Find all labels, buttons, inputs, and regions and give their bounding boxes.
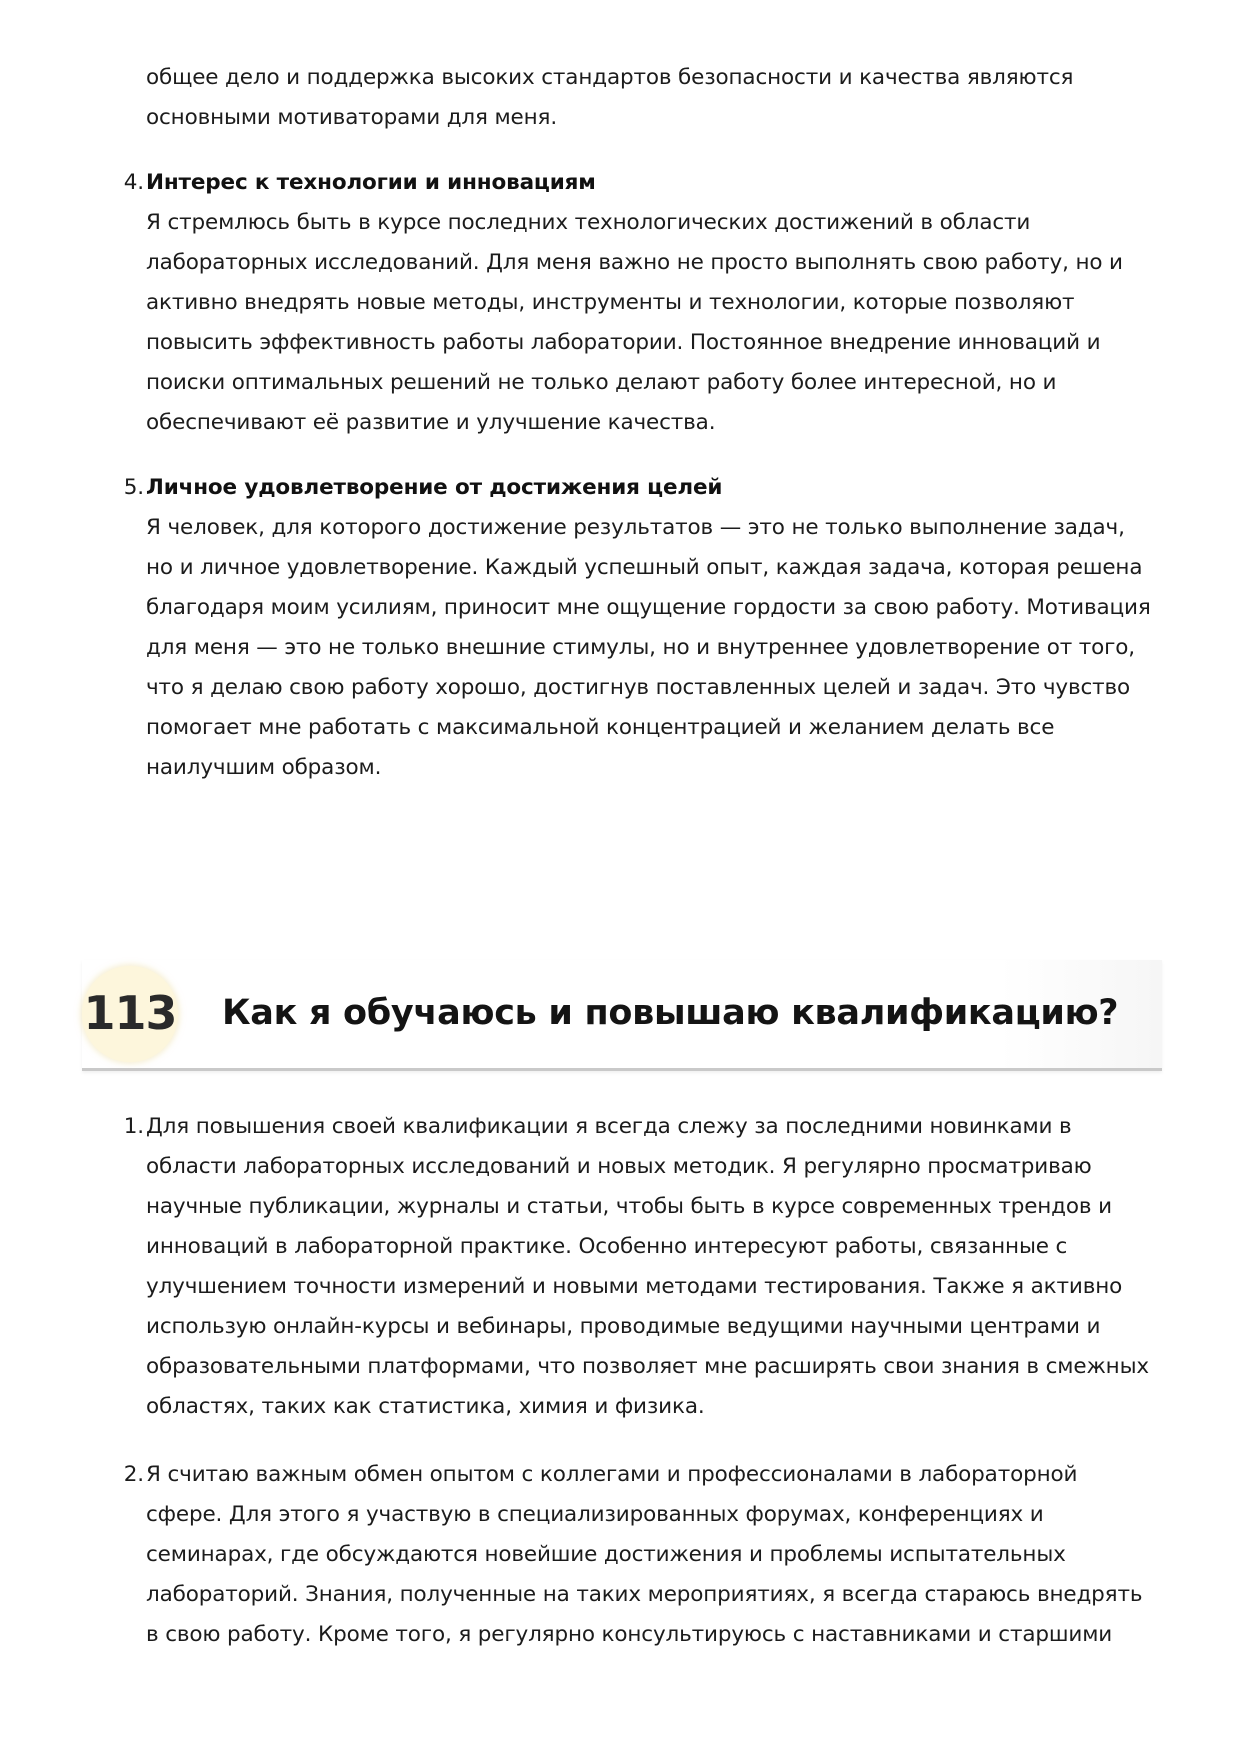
list-item (123, 1455, 1156, 1655)
continuation-paragraph (146, 58, 1156, 138)
continuation-text: общее дело и поддержка высоких стандартов безопасности и качества являются основными мотиваторами для меня. (146, 65, 1074, 130)
section-number-badge (82, 966, 178, 1062)
list-item-title: Личное удовлетворение от достижения целей (146, 475, 723, 500)
list-item-number: 1. (123, 1114, 144, 1139)
list-item (123, 468, 1156, 788)
section-title: Как я обучаюсь и повышаю квалификацию? (222, 993, 1119, 1033)
list-item (123, 1107, 1156, 1427)
list-item-body: Я стремлюсь быть в курсе последних технологических достижений в области лабораторных исследований. Для меня важно не просто выполнять свою работу, но и активно внедрять новые методы, инструменты и технологии, которые позволяют повысить эффективность работы лаборатории. Постоянное внедрение инноваций и поиски оптимальных решений не только делают работу более интересной, но и обеспечивают её развитие и улучшение качества. (146, 210, 1123, 435)
list-item-body: Я человек, для которого достижение результатов — это не только выполнение задач, но и личное удовлетворение. Каждый успешный опыт, каждая задача, которая решена благодаря моим усилиям, приносит мне ощущение гордости за свою работу. Мотивация для меня — это не только внешние стимулы, но и внутреннее удовлетворение от того, что я делаю свою работу хорошо, достигнув поставленных целей и задач. Это чувство помогает мне работать с максимальной концентрацией и желанием делать все наилучшим образом. (146, 515, 1151, 780)
list-item-number: 5. (123, 475, 144, 500)
section-header (82, 960, 1162, 1070)
list-item (123, 163, 1156, 443)
list-item-body: Для повышения своей квалификации я всегда слежу за последними новинками в области лабораторных исследований и новых методик. Я регулярно просматриваю научные публикации, журналы и статьи, чтобы быть в курсе современных трендов и инноваций в лабораторной практике. Особенно интересуют работы, связанные с улучшением точности измерений и новыми методами тестирования. Также я активно использую онлайн-курсы и вебинары, проводимые ведущими научными центрами и образовательными платформами, что позволяет мне расширять свои знания в смежных областях, таких как статистика, химия и физика. (146, 1114, 1149, 1419)
list-item-number: 2. (123, 1462, 144, 1487)
list-item-title: Интерес к технологии и инновациям (146, 170, 596, 195)
list-item-number: 4. (123, 170, 144, 195)
list-item-body: Я считаю важным обмен опытом с коллегами и профессионалами в лабораторной сфере. Для этого я участвую в специализированных форумах, конференциях и семинарах, где обсуждаются новейшие достижения и проблемы испытательных лабораторий. Знания, полученные на таких мероприятиях, я всегда стараюсь внедрять в свою работу. Кроме того, я регулярно консультируюсь с наставниками и старшими (146, 1462, 1143, 1647)
section-number: 113 (83, 986, 177, 1040)
